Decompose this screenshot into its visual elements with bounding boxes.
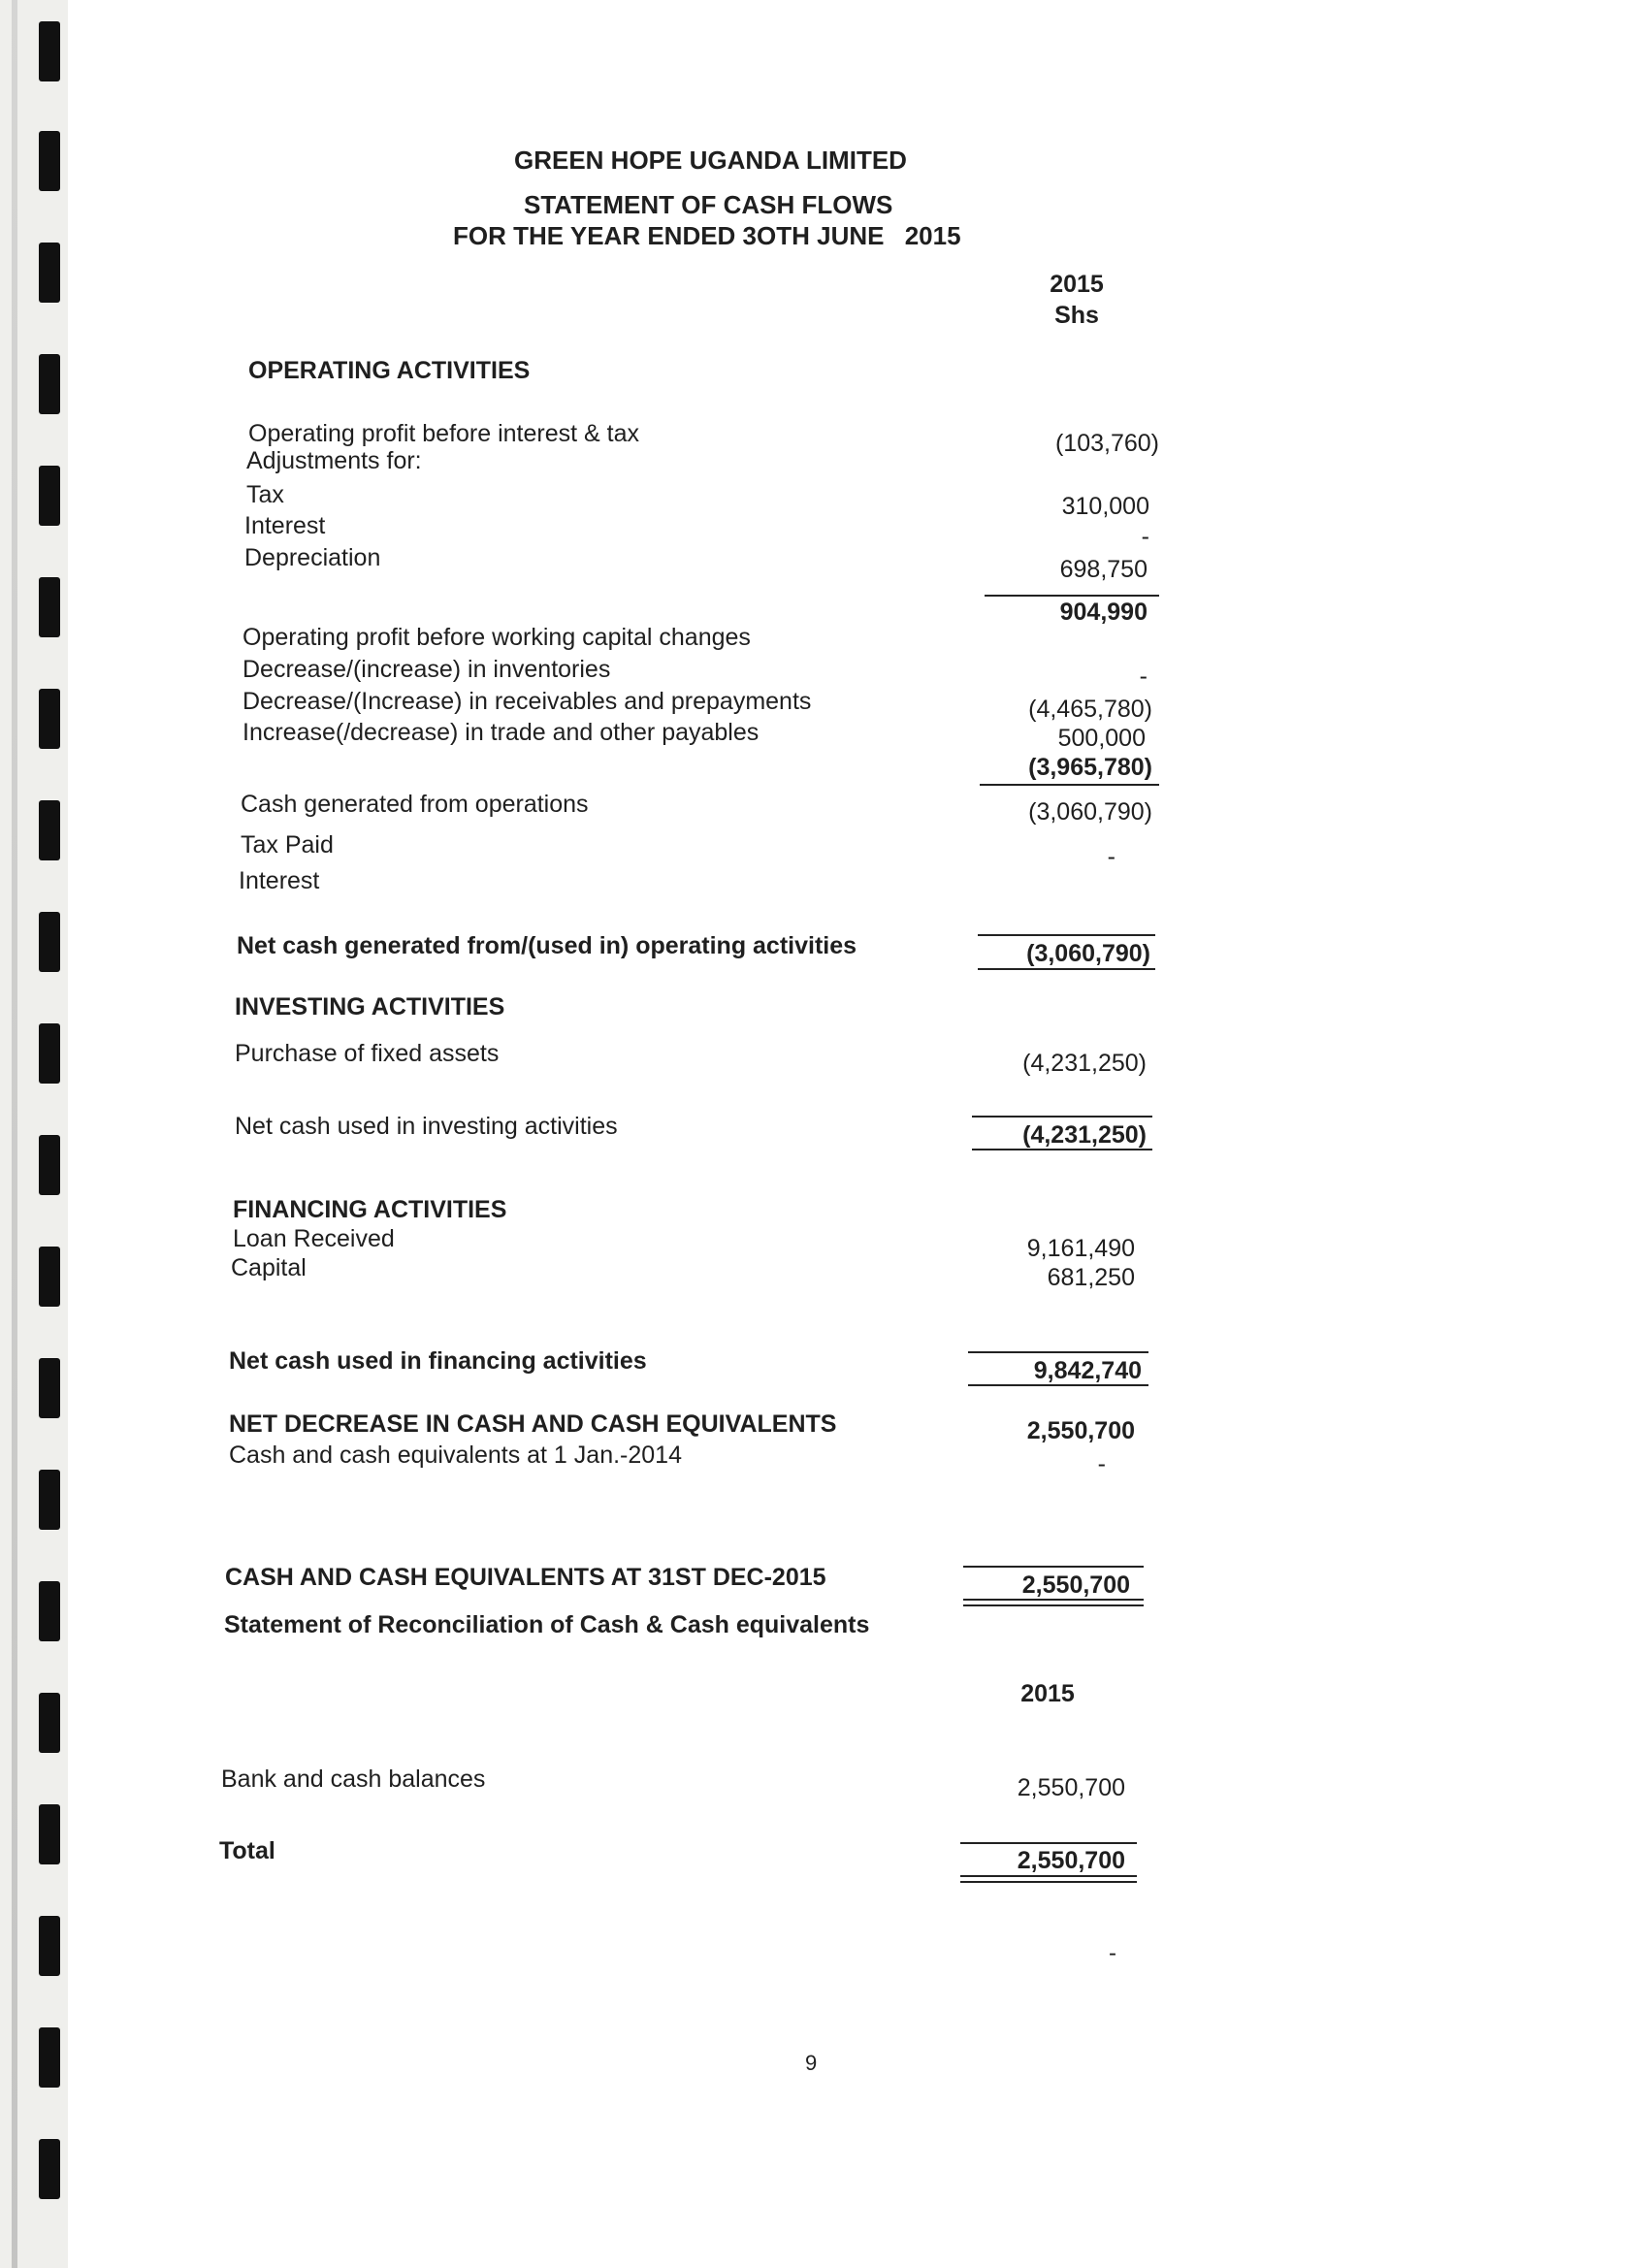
binding-hole <box>39 912 60 972</box>
investing-net-value: (4,231,250) <box>1022 1121 1147 1149</box>
page-number: 9 <box>805 2051 818 2075</box>
payables-value: 500,000 <box>1057 725 1146 752</box>
financing-heading: FINANCING ACTIVITIES <box>233 1196 507 1223</box>
tax-paid-value: - <box>1107 843 1116 870</box>
operating-net-value: (3,060,790) <box>1026 940 1150 967</box>
payables-label: Increase(/decrease) in trade and other payables <box>242 719 760 746</box>
loan-received-label: Loan Received <box>233 1225 395 1252</box>
receivables-value: (4,465,780) <box>1028 696 1152 723</box>
opening-cash-value: - <box>1097 1450 1106 1477</box>
investing-net-label: Net cash used in investing activities <box>235 1113 618 1140</box>
financing-net-rule-top <box>968 1351 1148 1353</box>
binding-edge <box>12 0 17 2268</box>
binding-hole <box>39 800 60 860</box>
binding-hole <box>39 354 60 414</box>
total-rule-top <box>960 1842 1137 1844</box>
company-name: GREEN HOPE UGANDA LIMITED <box>514 146 907 175</box>
binding-hole <box>39 1358 60 1418</box>
operating-subtotal-value: 904,990 <box>1059 599 1148 626</box>
bank-balances-value: 2,550,700 <box>1017 1774 1125 1801</box>
column-currency: Shs <box>1054 302 1099 329</box>
binding-hole <box>39 1135 60 1195</box>
binding-hole <box>39 2139 60 2199</box>
depreciation-label: Depreciation <box>244 544 381 571</box>
closing-cash-label: CASH AND CASH EQUIVALENTS AT 31ST DEC-2015 <box>225 1564 826 1591</box>
investing-net-rule-top <box>972 1116 1152 1118</box>
interest-paid-label: Interest <box>239 867 320 894</box>
total-label: Total <box>219 1837 275 1864</box>
cash-generated-label: Cash generated from operations <box>241 791 589 818</box>
operating-net-rule-bottom <box>978 968 1155 970</box>
column-year: 2015 <box>1050 271 1104 298</box>
binding-hole <box>39 1247 60 1307</box>
period-year: 2015 <box>904 221 961 250</box>
binding-hole <box>39 466 60 526</box>
binding-hole <box>39 243 60 303</box>
operating-heading: OPERATING ACTIVITIES <box>248 357 531 384</box>
purchase-assets-label: Purchase of fixed assets <box>235 1040 500 1067</box>
binding-hole <box>39 131 60 191</box>
depreciation-value: 698,750 <box>1059 556 1148 583</box>
closing-cash-double-rule <box>963 1599 1144 1606</box>
stray-dash: - <box>1109 1940 1116 1966</box>
reconciliation-year: 2015 <box>1020 1680 1075 1707</box>
investing-heading: INVESTING ACTIVITIES <box>235 993 505 1021</box>
operating-profit-value: (103,760) <box>1054 430 1159 457</box>
binding-hole <box>39 577 60 637</box>
total-double-rule <box>960 1875 1137 1883</box>
capital-label: Capital <box>231 1254 307 1281</box>
working-capital-rule <box>980 784 1159 786</box>
cash-generated-value: (3,060,790) <box>1028 798 1152 826</box>
capital-value: 681,250 <box>1047 1264 1135 1291</box>
operating-net-rule-top <box>978 934 1155 936</box>
statement-title: STATEMENT OF CASH FLOWS <box>524 190 893 219</box>
financing-net-label: Net cash used in financing activities <box>229 1347 647 1375</box>
period-line <box>453 221 961 250</box>
closing-cash-rule-top <box>963 1566 1144 1568</box>
receivables-label: Decrease/(Increase) in receivables and prepayments <box>242 688 812 715</box>
inventories-value: - <box>1139 663 1148 690</box>
period-prefix: FOR THE YEAR ENDED 3OTH JUNE <box>453 221 885 250</box>
binding-hole <box>39 1804 60 1864</box>
financing-net-rule-bottom <box>968 1384 1148 1386</box>
binding-hole <box>39 689 60 749</box>
operating-net-label: Net cash generated from/(used in) operating activities <box>237 932 857 959</box>
opening-cash-label: Cash and cash equivalents at 1 Jan.-2014 <box>229 1442 682 1469</box>
operating-profit-label: Operating profit before interest & tax <box>248 420 639 447</box>
working-capital-label: Operating profit before working capital changes <box>242 624 751 651</box>
tax-value: 310,000 <box>1061 493 1149 520</box>
binding-hole <box>39 1916 60 1976</box>
reconciliation-heading: Statement of Reconciliation of Cash & Cash equivalents <box>224 1611 870 1638</box>
purchase-assets-value: (4,231,250) <box>1022 1050 1147 1077</box>
investing-net-rule-bottom <box>972 1149 1152 1150</box>
inventories-label: Decrease/(increase) in inventories <box>242 656 611 683</box>
binding-hole <box>39 21 60 81</box>
adjustments-label: Adjustments for: <box>246 447 422 474</box>
binding-hole <box>39 2027 60 2088</box>
binding-hole <box>39 1023 60 1084</box>
interest-value: - <box>1141 523 1149 550</box>
bank-balances-label: Bank and cash balances <box>221 1766 486 1793</box>
closing-cash-value: 2,550,700 <box>1021 1571 1130 1599</box>
working-capital-total-value: (3,965,780) <box>1028 754 1152 781</box>
total-value: 2,550,700 <box>1017 1847 1125 1874</box>
loan-received-value: 9,161,490 <box>1026 1235 1135 1262</box>
net-decrease-value: 2,550,700 <box>1026 1417 1135 1444</box>
tax-paid-label: Tax Paid <box>241 831 334 859</box>
binding-hole <box>39 1470 60 1530</box>
financing-net-value: 9,842,740 <box>1033 1357 1142 1384</box>
subtotal-rule <box>985 595 1159 597</box>
net-decrease-label: NET DECREASE IN CASH AND CASH EQUIVALENTS <box>229 1410 837 1438</box>
interest-label: Interest <box>244 512 326 539</box>
binding-hole <box>39 1581 60 1641</box>
binding-hole <box>39 1693 60 1753</box>
tax-label: Tax <box>246 481 284 508</box>
